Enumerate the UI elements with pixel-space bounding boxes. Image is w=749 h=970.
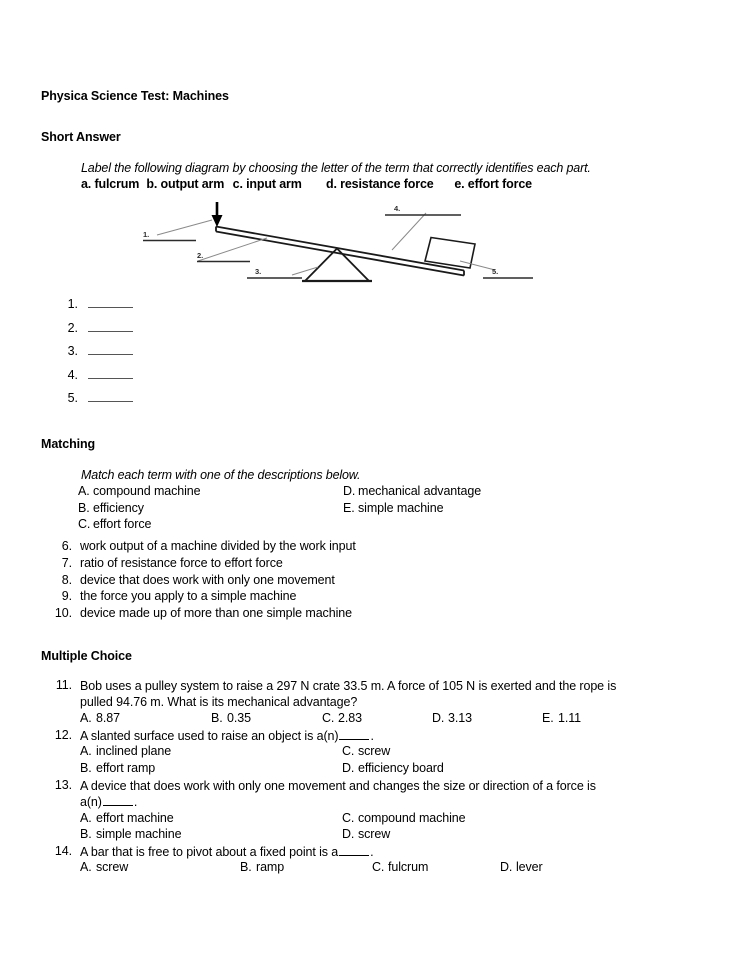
short-answer-term-list bbox=[81, 177, 532, 191]
choice-letter: D. bbox=[500, 860, 513, 875]
choice-c[interactable] bbox=[372, 860, 428, 874]
choice-label: screw bbox=[96, 860, 129, 875]
term-letter: c. bbox=[232, 177, 243, 191]
choice-a[interactable] bbox=[80, 711, 120, 725]
term-letter: b. bbox=[146, 177, 158, 191]
choice-label: compound machine bbox=[358, 810, 466, 825]
blank-number: 5. bbox=[67, 391, 78, 405]
question-stem-line2: a(n) bbox=[80, 795, 102, 810]
choice-d[interactable] bbox=[432, 711, 472, 725]
callout-1: 1. bbox=[143, 230, 150, 239]
term-label: efficiency bbox=[93, 500, 144, 515]
choice-a[interactable] bbox=[80, 811, 174, 825]
callout-3: 3. bbox=[255, 267, 262, 276]
question-number: 11. bbox=[55, 678, 72, 692]
choice-e[interactable] bbox=[542, 711, 581, 725]
matching-term bbox=[78, 484, 201, 501]
question-number: 13. bbox=[54, 778, 72, 792]
answer-blank-row[interactable] bbox=[58, 391, 258, 415]
term-label: mechanical advantage bbox=[358, 484, 482, 498]
choice-c[interactable] bbox=[342, 744, 390, 758]
choice-label: effort ramp bbox=[96, 760, 156, 775]
term-letter: a. bbox=[81, 177, 92, 191]
choice-letter: B. bbox=[80, 827, 92, 842]
choice-label: 0.35 bbox=[227, 710, 251, 725]
choice-list bbox=[80, 711, 708, 727]
matching-term bbox=[78, 501, 201, 518]
effort-arrow-icon bbox=[212, 202, 223, 227]
short-answer-instruction: Label the following diagram by choosing the letter of the term that correctly identifies each part. bbox=[81, 161, 591, 175]
question-text: the force you apply to a simple machine bbox=[80, 589, 297, 604]
choice-d[interactable] bbox=[342, 827, 390, 841]
choice-label: efficiency board bbox=[358, 760, 444, 775]
question-stem-line1: A device that does work with only one movement and changes the size or direction of a force is bbox=[80, 779, 596, 793]
answer-blank-row[interactable] bbox=[58, 297, 258, 321]
callout-2: 2. bbox=[197, 251, 204, 260]
choice-letter: D. bbox=[342, 827, 355, 842]
term-label: fulcrum bbox=[94, 177, 140, 191]
matching-term bbox=[343, 501, 481, 518]
question-number: 8. bbox=[61, 572, 72, 587]
question-number: 10. bbox=[54, 606, 72, 621]
term-label: input arm bbox=[246, 177, 302, 191]
choice-letter: A. bbox=[80, 744, 92, 759]
term-letter: E. bbox=[343, 500, 355, 515]
choice-list bbox=[80, 744, 708, 777]
blank-number: 3. bbox=[67, 344, 78, 358]
list-item[interactable] bbox=[48, 573, 356, 590]
blank-number: 2. bbox=[67, 320, 78, 335]
choice-label: 1.11 bbox=[558, 710, 582, 725]
choice-letter: C. bbox=[342, 810, 355, 825]
question-stem-text: A bar that is free to pivot about a fixed point is a bbox=[80, 845, 339, 859]
choice-letter: A. bbox=[80, 810, 92, 825]
question-stem bbox=[48, 678, 708, 711]
choice-label: inclined plane bbox=[96, 744, 172, 759]
page-title: Physica Science Test: Machines bbox=[41, 89, 229, 103]
choice-letter: B. bbox=[240, 860, 252, 875]
answer-blank-line[interactable] bbox=[88, 321, 133, 332]
matching-question-list bbox=[48, 539, 356, 623]
list-item[interactable] bbox=[48, 556, 356, 573]
choice-b[interactable] bbox=[240, 860, 284, 874]
question-text: device made up of more than one simple machine bbox=[80, 606, 352, 621]
choice-label: screw bbox=[358, 744, 391, 759]
question-stem-end: . bbox=[133, 795, 138, 810]
list-item[interactable] bbox=[48, 606, 356, 623]
question-text: ratio of resistance force to effort force bbox=[80, 555, 283, 570]
question-stem-text: A slanted surface used to raise an object is a(n) bbox=[80, 729, 339, 743]
lever-diagram bbox=[130, 193, 550, 291]
question-text: device that does work with only one movement bbox=[80, 572, 335, 587]
question-stem-end: . bbox=[370, 845, 374, 859]
question-stem bbox=[48, 778, 708, 811]
answer-blank-line[interactable] bbox=[88, 391, 133, 402]
question-11[interactable] bbox=[48, 678, 708, 727]
question-stem-line1: Bob uses a pulley system to raise a 297 N crate 33.5 m. A force of 105 N is exerted and the rope is bbox=[80, 679, 617, 693]
answer-blank-row[interactable] bbox=[58, 321, 258, 345]
term-letter: e. bbox=[454, 177, 465, 191]
term-letter: C. bbox=[78, 517, 91, 532]
term-letter: B. bbox=[78, 500, 90, 515]
choice-letter: D. bbox=[432, 710, 445, 725]
choice-b[interactable] bbox=[80, 827, 181, 841]
matching-term bbox=[78, 517, 201, 534]
answer-blank-line[interactable] bbox=[88, 368, 133, 379]
choice-d[interactable] bbox=[342, 761, 444, 775]
choice-letter: C. bbox=[322, 710, 335, 725]
choice-label: screw bbox=[358, 827, 391, 842]
answer-blank-line[interactable] bbox=[88, 297, 133, 308]
question-14[interactable] bbox=[48, 844, 708, 877]
choice-d[interactable] bbox=[500, 860, 543, 874]
choice-label: 2.83 bbox=[338, 710, 362, 725]
section-heading-multiple-choice: Multiple Choice bbox=[41, 649, 132, 663]
term-label: resistance force bbox=[340, 177, 434, 191]
blank-number: 4. bbox=[67, 367, 78, 382]
choice-b[interactable] bbox=[211, 711, 251, 725]
list-item[interactable] bbox=[48, 539, 356, 556]
term-label: output arm bbox=[160, 177, 225, 191]
fill-in-blank[interactable] bbox=[103, 796, 133, 806]
term-label: effort force bbox=[93, 517, 152, 532]
choice-a[interactable] bbox=[80, 744, 171, 758]
matching-instruction: Match each term with one of the descriptions below. bbox=[81, 468, 361, 482]
choice-label: fulcrum bbox=[388, 860, 429, 875]
section-heading-short-answer: Short Answer bbox=[41, 130, 121, 144]
term-letter: d. bbox=[325, 177, 337, 191]
list-item[interactable] bbox=[48, 589, 356, 606]
term-letter: A. bbox=[78, 484, 90, 498]
choice-list bbox=[80, 811, 708, 844]
choice-label: lever bbox=[516, 860, 543, 875]
choice-c[interactable] bbox=[342, 811, 466, 825]
choice-letter: A. bbox=[80, 710, 92, 725]
choice-b[interactable] bbox=[80, 761, 155, 775]
question-13[interactable] bbox=[48, 778, 708, 844]
answer-blank-row[interactable] bbox=[58, 368, 258, 392]
section-heading-matching: Matching bbox=[41, 437, 96, 451]
choice-label: effort machine bbox=[96, 810, 174, 825]
callout-5: 5. bbox=[492, 267, 499, 276]
choice-letter: D. bbox=[342, 760, 355, 775]
answer-blank-row[interactable] bbox=[58, 344, 258, 368]
choice-letter: B. bbox=[211, 710, 223, 725]
matching-terms-left bbox=[78, 484, 201, 534]
choice-letter: C. bbox=[372, 860, 385, 875]
matching-terms-right bbox=[343, 484, 481, 517]
question-text: work output of a machine divided by the work input bbox=[80, 539, 356, 553]
question-stem-line2: pulled 94.76 m. What is its mechanical advantage? bbox=[80, 695, 358, 710]
choice-list bbox=[80, 860, 708, 876]
question-stem bbox=[48, 728, 708, 744]
choice-letter: A. bbox=[80, 860, 92, 875]
question-12[interactable] bbox=[48, 728, 708, 777]
term-label: effort force bbox=[467, 177, 532, 191]
choice-label: ramp bbox=[256, 860, 285, 875]
choice-letter: C. bbox=[342, 744, 355, 759]
term-label: compound machine bbox=[93, 484, 201, 498]
choice-letter: B. bbox=[80, 760, 92, 775]
callout-4: 4. bbox=[394, 204, 401, 213]
question-stem bbox=[48, 844, 708, 860]
fill-in-blank[interactable] bbox=[339, 730, 369, 740]
term-letter: D. bbox=[343, 484, 356, 498]
fill-in-blank[interactable] bbox=[339, 846, 369, 856]
question-stem-end: . bbox=[370, 729, 374, 743]
choice-label: 3.13 bbox=[448, 710, 472, 725]
question-number: 7. bbox=[61, 555, 72, 570]
choice-c[interactable] bbox=[322, 711, 362, 725]
choice-a[interactable] bbox=[80, 860, 128, 874]
answer-blank-line[interactable] bbox=[88, 344, 133, 355]
choice-label: 8.87 bbox=[96, 710, 120, 725]
matching-term bbox=[343, 484, 481, 501]
blank-number: 1. bbox=[67, 297, 78, 311]
question-number: 14. bbox=[54, 844, 72, 858]
term-label: simple machine bbox=[358, 500, 444, 515]
question-number: 12. bbox=[54, 728, 72, 742]
question-number: 6. bbox=[61, 539, 72, 553]
choice-letter: E. bbox=[542, 710, 554, 725]
short-answer-blank-list bbox=[58, 297, 258, 415]
choice-label: simple machine bbox=[96, 827, 182, 842]
question-number: 9. bbox=[61, 589, 72, 604]
